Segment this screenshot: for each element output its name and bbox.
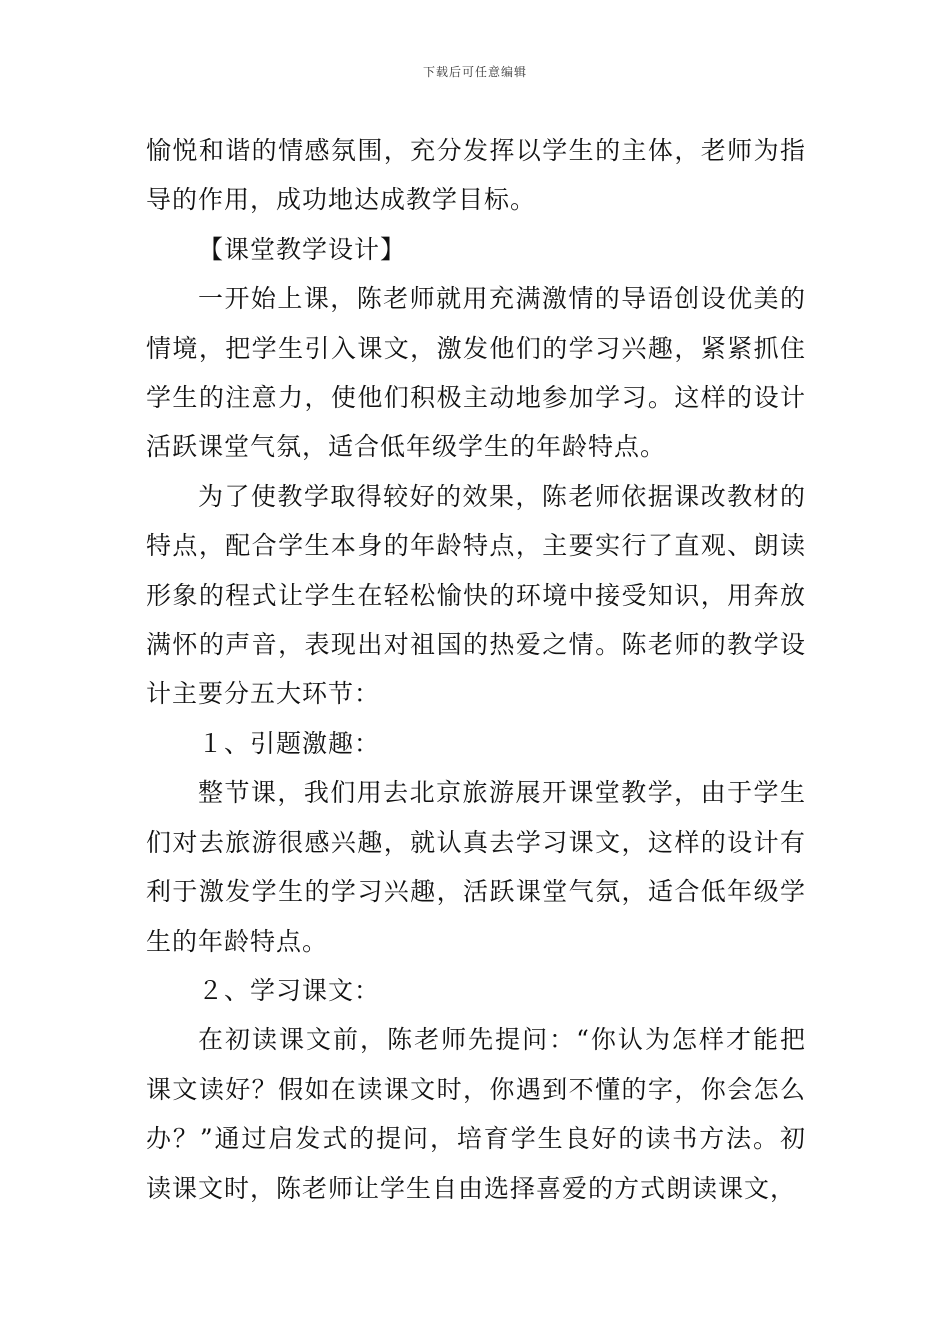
paragraph: 为了使教学取得较好的效果，陈老师依据课改教材的特点，配合学生本身的年龄特点，主要实行了直观、朗读形象的程式让学生在轻松愉快的环境中接受知识，用奔放满怀的声音，表现出对祖国的热爱之情。陈老师的教学设计主要分五大环节： [146,481,806,709]
paragraph: 整节课，我们用去北京旅游展开课堂教学，由于学生们对去旅游很感兴趣，就认真去学习课文，这样的设计有利于激发学生的学习兴趣，活跃课堂气氛，适合低年级学生的年龄特点。 [146,778,806,956]
section-heading: 【课堂教学设计】 [198,234,407,264]
paragraph-continuation: 愉悦和谐的情感氛围，充分发挥以学生的主体，老师为指导的作用，成功地达成教学目标。 [146,136,806,215]
page-header: 下载后可任意编辑 [422,65,527,79]
paragraph: 在初读课文前，陈老师先提问：“你认为怎样才能把课文读好？假如在读课文时，你遇到不懂的字，你会怎么办？”通过启发式的提问，培育学生良好的读书方法。初读课文时，陈老师让学生自由选择喜爱的方式朗读课文， [146,1025,806,1203]
document-body [146,126,806,1213]
list-heading-1: １、引题激趣： [198,728,381,758]
paragraph: 一开始上课，陈老师就用充满激情的导语创设优美的情境，把学生引入课文，激发他们的学习兴趣，紧紧抓住学生的注意力，使他们积极主动地参加学习。这样的设计活跃课堂气氛，适合低年级学生的年龄特点。 [146,284,806,462]
list-heading-2: ２、学习课文： [198,975,381,1005]
